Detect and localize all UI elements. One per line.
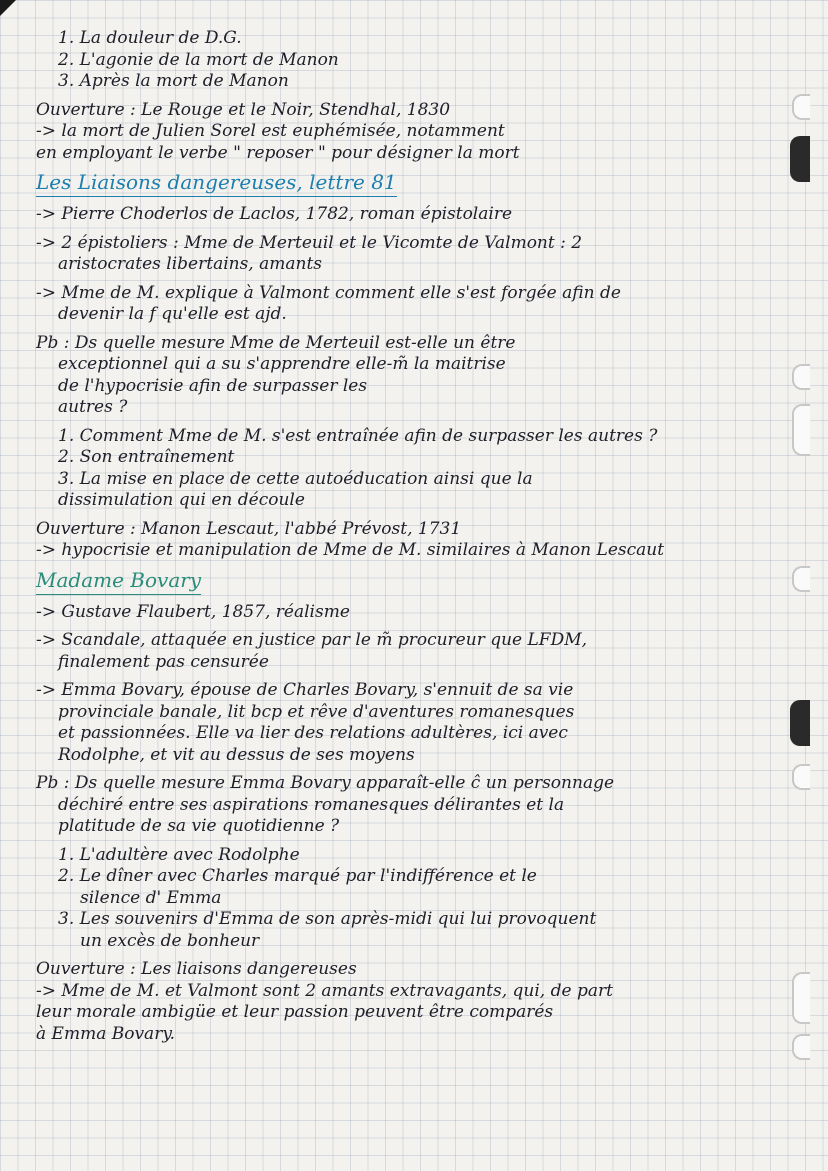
bullet-line: -> Emma Bovary, épouse de Charles Bovary, s'ennuit de sa vie [36, 680, 574, 700]
plan-item: 3. La mise en place de cette autoéducation ainsi que la [58, 468, 533, 489]
ouverture-line: -> hypocrisie et manipulation de Mme de M. similaires à Manon Lescaut [36, 540, 665, 560]
bullet-line: -> Gustave Flaubert, 1857, réalisme [36, 601, 350, 622]
plan-item: 3. Les souvenirs d'Emma de son après-midi qui lui provoquent [58, 909, 597, 929]
ouverture-line: Ouverture : Le Rouge et le Noir, Stendhal, 1830 [36, 99, 451, 120]
plan-item: 1. La douleur de D.G. [58, 28, 242, 48]
intro-plan [36, 28, 816, 93]
plan-item: dissimulation qui en découle [58, 490, 305, 510]
page-corner [0, 0, 16, 16]
ouverture-line: -> Mme de M. et Valmont sont 2 amants extravagants, qui, de part [36, 980, 613, 1001]
bullet-line: -> Scandale, attaquée en justice par le m̃ procureur que LFDM, [36, 630, 588, 650]
ouverture-line: -> la mort de Julien Sorel est euphémisée, notamment [36, 121, 505, 141]
plan-item: 3. Après la mort de Manon [58, 71, 289, 91]
bovary-ouverture [36, 959, 816, 1045]
liaisons-problematique [36, 333, 816, 419]
bullet-line: devenir la f qu'elle est ajd. [58, 304, 287, 324]
bullet-line: et passionnées. Elle va lier des relations adultères, ici avec [58, 723, 568, 743]
ouverture-line: Ouverture : Manon Lescaut, l'abbé Prévost, 1731 [36, 518, 462, 539]
plan-item: silence d' Emma [80, 887, 222, 908]
bullet-line: Rodolphe, et vit au dessus de ses moyens [58, 744, 415, 765]
bullet-line: aristocrates libertains, amants [58, 254, 323, 274]
notes-sheet [36, 28, 816, 1045]
ouverture-line: en employant le verbe " reposer " pour désigner la mort [36, 142, 520, 163]
pb-line: platitude de sa vie quotidienne ? [58, 816, 340, 836]
bullet-line: -> Pierre Choderlos de Laclos, 1782, roman épistolaire [36, 204, 513, 224]
pb-line: déchiré entre ses aspirations romanesques délirantes et la [58, 794, 565, 815]
bovary-bullet [36, 680, 816, 766]
ouverture-line: à Emma Bovary. [36, 1023, 176, 1044]
ouverture-line: leur morale ambigüe et leur passion peuvent être comparés [36, 1002, 554, 1022]
pb-line: exceptionnel qui a su s'apprendre elle-m̃ la maitrise [58, 354, 506, 374]
liaisons-ouverture [36, 519, 816, 562]
bullet-line: -> 2 épistoliers : Mme de Merteuil et le Vicomte de Valmont : 2 [36, 232, 583, 253]
liaisons-bullet [36, 233, 816, 276]
ouverture-line: Ouverture : Les liaisons dangereuses [36, 959, 357, 979]
bovary-bullet [36, 630, 816, 673]
bovary-plan [36, 845, 816, 953]
liaisons-bullet [36, 204, 816, 226]
pb-line: Pb : Ds quelle mesure Emma Bovary apparaît-elle ĉ un personnage [36, 773, 615, 793]
bullet-line: finalement pas censurée [58, 651, 269, 672]
bullet-line: provinciale banale, lit bcp et rêve d'aventures romanesques [58, 701, 575, 722]
plan-item: 2. Le dîner avec Charles marqué par l'indifférence et le [58, 866, 537, 886]
section-title-liaisons: Les Liaisons dangereuses, lettre 81 [36, 168, 397, 197]
pb-line: Pb : Ds quelle mesure Mme de Merteuil est-elle un être [36, 332, 516, 353]
bullet-line: -> Mme de M. explique à Valmont comment elle s'est forgée afin de [36, 282, 621, 303]
plan-item: un excès de bonheur [80, 930, 260, 951]
plan-item: 1. Comment Mme de M. s'est entraînée afin de surpasser les autres ? [58, 425, 658, 446]
liaisons-bullet [36, 283, 816, 326]
plan-item: 1. L'adultère avec Rodolphe [58, 844, 300, 865]
intro-ouverture [36, 100, 816, 165]
pb-line: autres ? [58, 397, 128, 417]
bovary-problematique [36, 773, 816, 838]
section-title-bovary: Madame Bovary [36, 566, 201, 595]
bovary-bullet [36, 602, 816, 624]
pb-line: de l'hypocrisie afin de surpasser les [58, 375, 368, 396]
plan-item: 2. Son entraînement [58, 447, 235, 467]
liaisons-plan [36, 426, 816, 512]
plan-item: 2. L'agonie de la mort de Manon [58, 49, 339, 70]
